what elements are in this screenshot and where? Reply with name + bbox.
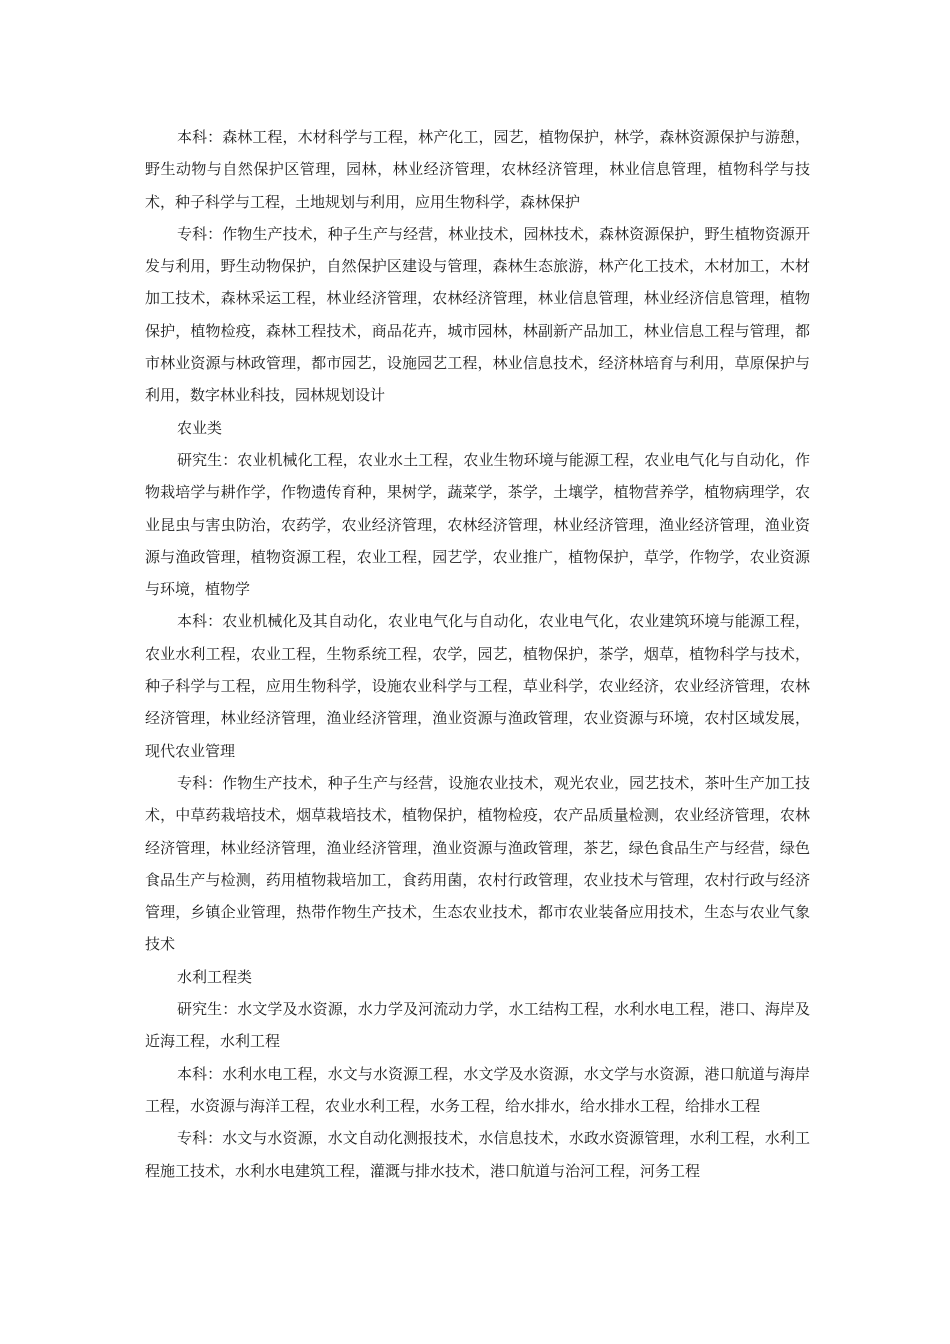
agriculture-vocational-paragraph: 专科：作物生产技术，种子生产与经营，设施农业技术，观光农业，园艺技术，茶叶生产加工技术，中草药栽培技术，烟草栽培技术，植物保护，植物检疫，农产品质量检测，农业经济管理，农林经济管理，林业经济管理，渔业经济管理，渔业资源与渔政管理，茶艺，绿色食品生产与经营，绿色食品生产与检测，药用植物栽培加工，食药用菌，农村行政管理，农业技术与管理，农村行政与经济管理，乡镇企业管理，热带作物生产技术，生态农业技术，都市农业装备应用技术，生态与农业气象技术 bbox=[145, 773, 810, 954]
agriculture-graduate-paragraph: 研究生：农业机械化工程，农业水土工程，农业生物环境与能源工程，农业电气化与自动化，作物栽培学与耕作学，作物遗传育种，果树学，蔬菜学，茶学，土壤学，植物营养学，植物病理学，农业昆虫与害虫防治，农药学，农业经济管理，农林经济管理，林业经济管理，渔业经济管理，渔业资源与渔政管理，植物资源工程，农业工程，园艺学，农业推广，植物保护，草学，作物学，农业资源与环境，植物学 bbox=[145, 450, 810, 599]
water-undergrad-paragraph: 本科：水利水电工程，水文与水资源工程，水文学及水资源，水文学与水资源，港口航道与海岸工程，水资源与海洋工程，农业水利工程，水务工程，给水排水，给水排水工程，给排水工程 bbox=[145, 1064, 810, 1115]
forestry-undergrad-paragraph: 本科：森林工程，木材科学与工程，林产化工，园艺，植物保护，林学，森林资源保护与游憩，野生动物与自然保护区管理，园林，林业经济管理，农林经济管理，林业信息管理，植物科学与技术，种子科学与工程，土地规划与利用，应用生物科学，森林保护 bbox=[145, 128, 810, 211]
document-body bbox=[145, 121, 810, 1187]
agriculture-undergrad-paragraph: 本科：农业机械化及其自动化，农业电气化与自动化，农业电气化，农业建筑环境与能源工程，农业水利工程，农业工程，生物系统工程，农学，园艺，植物保护，茶学，烟草，植物科学与技术，种子科学与工程，应用生物科学，设施农业科学与工程，草业科学，农业经济，农业经济管理，农林经济管理，林业经济管理，渔业经济管理，渔业资源与渔政管理，农业资源与环境，农村区域发展，现代农业管理 bbox=[145, 612, 810, 760]
forestry-vocational-paragraph: 专科：作物生产技术，种子生产与经营，林业技术，园林技术，森林资源保护，野生植物资源开发与利用，野生动物保护，自然保护区建设与管理，森林生态旅游，林产化工技术，木材加工，木材加工技术，森林采运工程，林业经济管理，农林经济管理，林业信息管理，林业经济信息管理，植物保护，植物检疫，森林工程技术，商品花卉，城市园林，林副新产品加工，林业信息工程与管理，都市林业资源与林政管理，都市园艺，设施园艺工程，林业信息技术，经济林培育与利用，草原保护与利用，数字林业科技，园林规划设计 bbox=[145, 224, 810, 405]
water-vocational-paragraph: 专科：水文与水资源，水文自动化测报技术，水信息技术，水政水资源管理，水利工程，水利工程施工技术，水利水电建筑工程，灌溉与排水技术，港口航道与治河工程，河务工程 bbox=[145, 1129, 810, 1180]
water-graduate-paragraph: 研究生：水文学及水资源，水力学及河流动力学，水工结构工程，水利水电工程，港口、海岸及近海工程，水利工程 bbox=[145, 1000, 810, 1051]
agriculture-heading: 农业类 bbox=[177, 418, 223, 437]
water-heading: 水利工程类 bbox=[177, 967, 253, 986]
